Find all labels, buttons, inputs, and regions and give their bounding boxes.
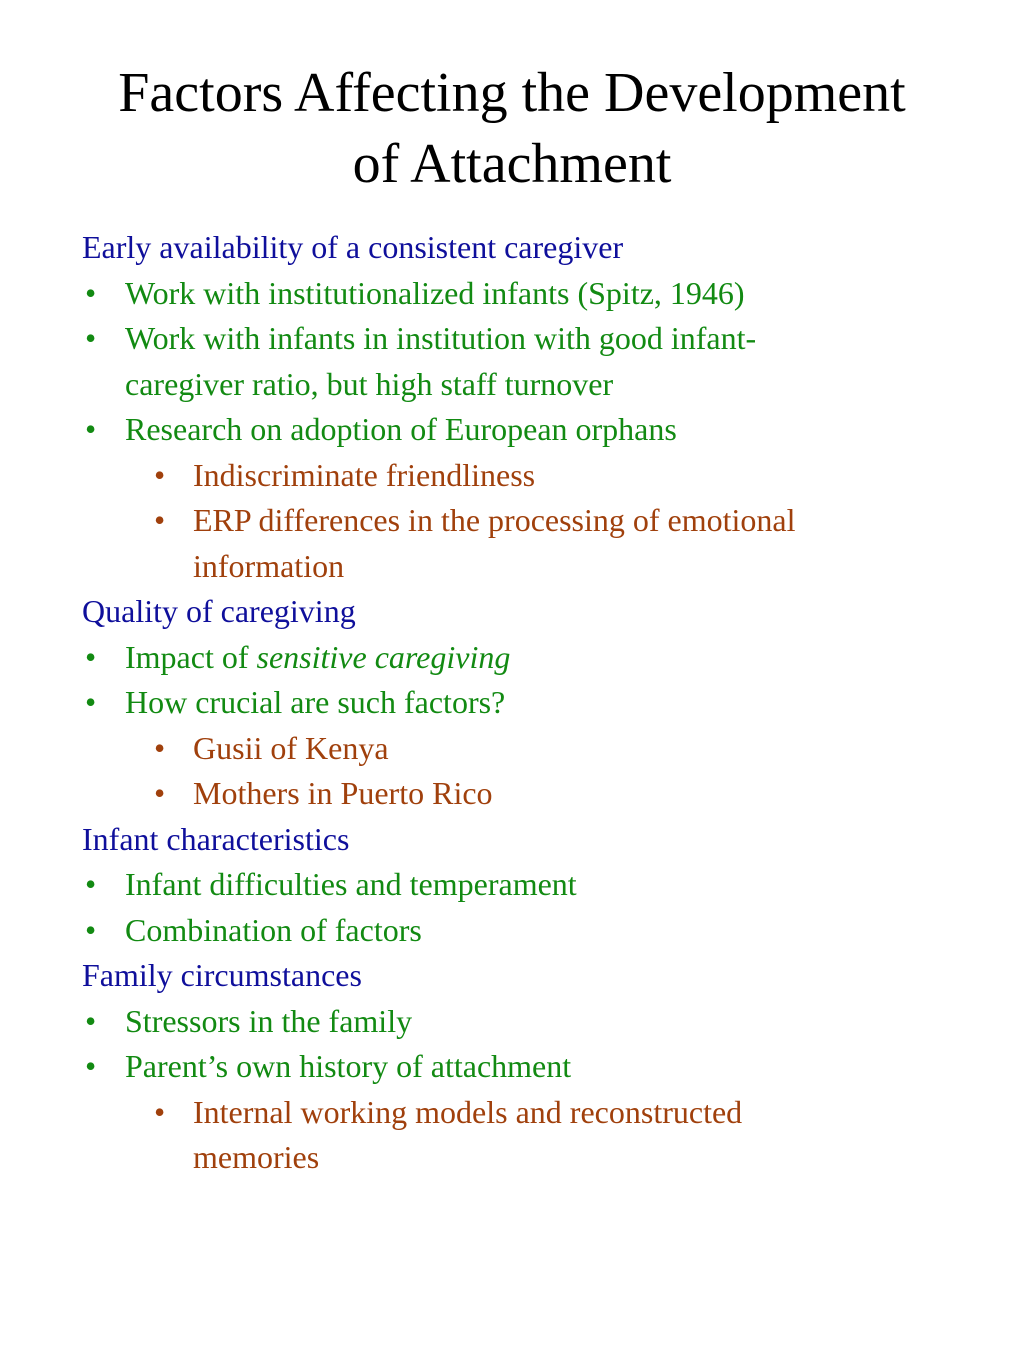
bullet-text: ERP differences in the processing of emotional: [193, 502, 796, 538]
bullet-icon: •: [85, 911, 97, 948]
bullet-text: Internal working models and reconstructed: [193, 1093, 743, 1130]
bullet-icon: •: [85, 320, 97, 356]
sub-bullet-item-line: [82, 498, 982, 544]
bullet-icon: •: [154, 1093, 166, 1130]
bullet-item-line: [82, 635, 982, 681]
title-line-1: Factors Affecting the Development: [118, 62, 906, 124]
bullet-text: Gusii of Kenya: [193, 729, 389, 766]
bullet-icon: •: [154, 775, 166, 811]
bullet-item-line: [82, 316, 982, 362]
bullet-item-line: [82, 362, 982, 408]
bullet-item-line: [82, 999, 982, 1045]
sub-bullet-item-line: [82, 726, 982, 772]
bullet-text: Combination of factors: [125, 911, 422, 948]
bullet-item-line: [82, 1044, 982, 1090]
bullet-icon: •: [85, 1048, 97, 1084]
section-heading: Quality of caregiving: [82, 593, 356, 629]
sub-bullet-item-line: [82, 544, 982, 590]
bullet-text: Work with infants in institution with good infant-: [125, 320, 757, 356]
bullet-emphasis-text: sensitive caregiving: [256, 638, 511, 675]
bullet-item-line: [82, 271, 982, 317]
sub-bullet-item-line: [82, 1090, 982, 1136]
sub-bullet-item-line: [82, 453, 982, 499]
bullet-icon: •: [154, 456, 166, 493]
bullet-icon: •: [154, 502, 166, 538]
bullet-icon: •: [85, 274, 97, 311]
bullet-item-line: [82, 908, 982, 954]
bullet-icon: •: [85, 411, 97, 447]
section-heading: Early availability of a consistent caregiver: [82, 229, 624, 265]
slide-title: [0, 58, 1024, 200]
title-line-2: of Attachment: [352, 133, 672, 195]
sub-bullet-item-line: [82, 1135, 982, 1181]
bullet-text: Mothers in Puerto Rico: [193, 775, 493, 811]
sub-bullet-item-line: [82, 771, 982, 817]
bullet-text: Stressors in the family: [125, 1002, 413, 1039]
bullet-text: caregiver ratio, but high staff turnover: [125, 365, 614, 402]
bullet-item-line: [82, 407, 982, 453]
bullet-icon: •: [154, 729, 166, 766]
bullet-text: Parent’s own history of attachment: [125, 1048, 572, 1084]
bullet-icon: •: [85, 866, 97, 902]
bullet-text: Impact of: [125, 638, 257, 675]
bullet-item-line: [82, 680, 982, 726]
section-heading: Family circumstances: [82, 957, 362, 993]
bullet-text: Infant difficulties and temperament: [125, 866, 577, 902]
bullet-item-line: [82, 862, 982, 908]
bullet-text: Work with institutionalized infants (Spitz, 1946): [125, 274, 745, 311]
bullet-icon: •: [85, 638, 97, 675]
bullet-text: How crucial are such factors?: [125, 684, 506, 720]
bullet-icon: •: [85, 1002, 97, 1039]
bullet-text: memories: [193, 1139, 320, 1175]
bullet-text: Indiscriminate friendliness: [193, 456, 536, 493]
bullet-icon: •: [85, 684, 97, 720]
bullet-text: Research on adoption of European orphans: [125, 411, 677, 447]
bullet-text: information: [193, 547, 345, 584]
section-heading: Infant characteristics: [82, 820, 350, 857]
slide-body: [82, 225, 982, 1181]
